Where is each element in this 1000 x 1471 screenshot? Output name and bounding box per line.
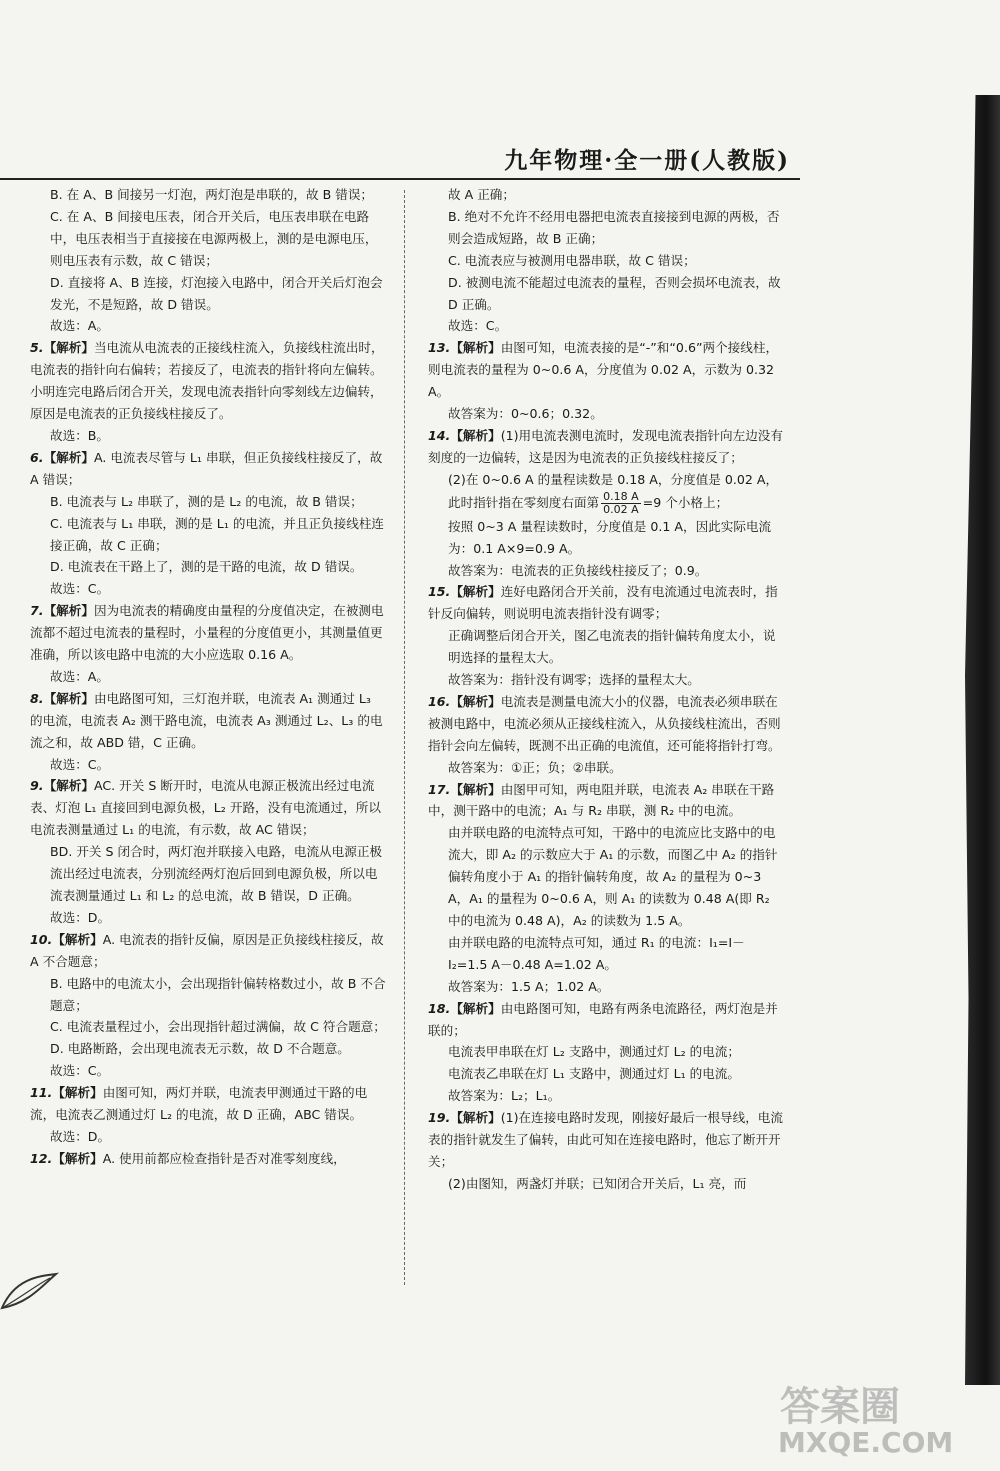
analysis-tag: 【解析】 xyxy=(43,778,94,794)
answer-text: 故答案为：①正；负；②串联。 xyxy=(448,759,622,775)
answer-text: 由电路图可知，电路有两条电流路径，两灯泡是并联的； xyxy=(428,1000,778,1038)
right-column xyxy=(428,184,784,1195)
answer-text: 故选：D。 xyxy=(50,909,111,925)
analysis-tag: 【解析】 xyxy=(450,1110,501,1126)
answer-line xyxy=(30,1148,386,1170)
answer-line xyxy=(30,425,386,447)
answer-line xyxy=(428,315,784,337)
answer-text: 电流表乙串联在灯 L₁ 支路中，测通过灯 L₁ 的电流。 xyxy=(448,1066,741,1082)
answer-text: D. 被测电流不能超过电流表的量程，否则会损坏电流表，故 D 正确。 xyxy=(448,274,781,312)
answer-text: A. 使用前都应检查指针是否对准零刻度线， xyxy=(102,1150,346,1166)
answer-text: C. 电流表与 L₁ 串联，测的是 L₁ 的电流，并且正负接线柱连接正确，故 C 正确； xyxy=(50,515,385,553)
answer-line xyxy=(428,184,784,206)
analysis-tag: 【解析】 xyxy=(450,340,501,356)
question-number: 5. xyxy=(30,340,44,356)
answer-text: B. 绝对不允许不经用电器把电流表直接接到电源的两极，否则会造成短路，故 B 正确； xyxy=(448,208,780,246)
header-rule xyxy=(0,178,800,180)
answer-text: 故选：A。 xyxy=(50,668,109,684)
analysis-tag: 【解析】 xyxy=(43,449,94,465)
analysis-tag: 【解析】 xyxy=(43,603,94,619)
question-number: 16. xyxy=(428,693,451,709)
answer-text: 故选：C。 xyxy=(50,581,110,597)
analysis-tag: 【解析】 xyxy=(52,1150,103,1166)
answer-line xyxy=(428,206,784,250)
answer-text: (1)用电流表测电流时，发现电流表指针向左边没有刻度的一边偏转，这是因为电流表的正负接线柱接反了； xyxy=(428,427,783,465)
answer-text: 故答案为：指针没有调零；选择的量程太大。 xyxy=(448,672,700,688)
answer-line xyxy=(30,513,386,557)
answer-text: C. 电流表量程过小，会出现指针超过满偏，故 C 符合题意； xyxy=(50,1019,386,1035)
answer-text: D. 电流表在干路上了，测的是干路的电流，故 D 错误。 xyxy=(50,559,363,575)
answer-text: 因为电流表的精确度由量程的分度值决定，在被测电流都不超过电流表的量程时，小量程的分度值更小，其测量值更准确，所以该电路中电流的大小应选取 0.16 A。 xyxy=(30,603,384,663)
answer-text: 故选：A。 xyxy=(50,318,109,334)
answer-text: 由图可知，电流表接的是“-”和“0.6”两个接线柱，则电流表的量程为 0~0.6 A，分度值为 0.02 A，示数为 0.32 A。 xyxy=(428,340,779,400)
watermark-url: MXQE.COM xyxy=(778,1426,954,1459)
watermark-logo: 答案圈 xyxy=(780,1384,900,1430)
answer-text: 电流表是测量电流大小的仪器，电流表必须串联在被测电路中，电流必须从正接线柱流入，从负接线柱流出，否则指针会向左偏转，既测不出正确的电流值，还可能将指针打弯。 xyxy=(428,693,781,753)
answer-line xyxy=(428,469,784,516)
answer-text: A. 电流表的指针反偏，原因是正负接线柱接反，故 A 不合题意； xyxy=(30,931,384,969)
answer-line xyxy=(30,973,386,1017)
answer-text: 故选：D。 xyxy=(50,1128,111,1144)
answer-line xyxy=(30,907,386,929)
answer-line xyxy=(30,337,386,425)
question-number: 11. xyxy=(30,1085,53,1101)
answer-text: 故答案为：0~0.6；0.32。 xyxy=(448,406,603,422)
answer-text: (2)在 0~0.6 A 的量程读数是 0.18 A，分度值是 0.02 A，此时指针指在零刻度右面第 xyxy=(448,471,779,510)
answer-text: A. 电流表尽管与 L₁ 串联，但正负接线柱接反了，故 A 错误； xyxy=(30,449,383,487)
answer-text: 故选：C。 xyxy=(448,318,508,334)
answer-text: D. 电路断路，会出现电流表无示数，故 D 不合题意。 xyxy=(50,1041,350,1057)
answer-text: C. 在 A、B 间接电压表，闭合开关后，电压表串联在电路中，电压表相当于直接接在电源两极上，测的是电源电压，则电压表有示数，故 C 错误； xyxy=(50,208,378,268)
answer-line xyxy=(428,757,784,779)
answer-line xyxy=(30,929,386,973)
answer-text: D. 直接将 A、B 连接，灯泡接入电路中，闭合开关后灯泡会发光，不是短路，故 D 错误。 xyxy=(50,274,383,312)
answer-line xyxy=(428,272,784,316)
question-number: 10. xyxy=(30,931,53,947)
question-number: 13. xyxy=(428,340,451,356)
answer-text: 故答案为：1.5 A；1.02 A。 xyxy=(448,978,610,994)
fraction-denominator: 0.02 A xyxy=(603,502,639,516)
answer-line xyxy=(30,1038,386,1060)
answer-line xyxy=(428,822,784,932)
answer-line xyxy=(30,556,386,578)
analysis-tag: 【解析】 xyxy=(450,1000,501,1016)
answer-text: 由并联电路的电流特点可知，干路中的电流应比支路中的电流大，即 A₂ 的示数应大于 A₁ 的示数，而图乙中 A₂ 的指针偏转角度小于 A₁ 的指针偏转角度，故 A₂ 的量程为 0~3 A，A₁ 的量程为 0~0.6 A，则 A₁ 的读数为 0.48 A(即 R₂ 中的电流为 0.48 A)，A₂ 的读数为 1.5 A。 xyxy=(448,825,778,928)
answer-line xyxy=(428,691,784,757)
analysis-tag: 【解析】 xyxy=(52,1085,103,1101)
answer-text: B. 电路中的电流太小，会出现指针偏转格数过小，故 B 不合题意； xyxy=(50,975,386,1013)
answer-text: 故 A 正确； xyxy=(448,187,515,202)
answer-line xyxy=(428,625,784,669)
answer-line xyxy=(30,1016,386,1038)
answer-line xyxy=(428,516,784,560)
answer-line xyxy=(30,841,386,907)
answer-text: 连好电路闭合开关前，没有电流通过电流表时，指针反向偏转，则说明电流表指针没有调零； xyxy=(428,584,778,622)
answer-line xyxy=(428,976,784,998)
fraction-suffix: =9 个小格上； xyxy=(642,494,729,510)
answer-text: 由图可知，两灯并联，电流表甲测通过干路的电流，电流表乙测通过灯 L₂ 的电流，故 D 正确，ABC 错误。 xyxy=(30,1085,368,1123)
question-number: 7. xyxy=(30,603,44,619)
answer-text: 由图甲可知，两电阻并联，电流表 A₂ 串联在干路中，测干路中的电流；A₁ 与 R₂ 串联，测 R₂ 中的电流。 xyxy=(428,781,775,819)
answer-text: 按照 0~3 A 量程读数时，分度值是 0.1 A，因此实际电流为：0.1 A×9=0.9 A。 xyxy=(448,518,772,556)
answer-line xyxy=(30,315,386,337)
question-number: 18. xyxy=(428,1000,451,1016)
answer-line xyxy=(428,998,784,1042)
answer-text: 正确调整后闭合开关，图乙电流表的指针偏转角度太小，说明选择的量程太大。 xyxy=(448,628,776,666)
answer-line xyxy=(428,403,784,425)
answer-line xyxy=(30,1126,386,1148)
answer-text: 故选：C。 xyxy=(50,1063,110,1079)
answer-text: B. 电流表与 L₂ 串联了，测的是 L₂ 的电流，故 B 错误； xyxy=(50,493,363,509)
fraction xyxy=(601,491,641,516)
answer-line xyxy=(428,425,784,469)
answer-text: 电流表甲串联在灯 L₂ 支路中，测通过灯 L₂ 的电流； xyxy=(448,1044,741,1060)
question-number: 15. xyxy=(428,584,451,600)
answer-text: B. 在 A、B 间接另一灯泡，两灯泡是串联的，故 B 错误； xyxy=(50,187,374,202)
answer-line xyxy=(428,1063,784,1085)
answer-line xyxy=(30,1082,386,1126)
answer-line xyxy=(30,754,386,776)
analysis-tag: 【解析】 xyxy=(43,340,94,356)
answer-line xyxy=(30,578,386,600)
question-number: 12. xyxy=(30,1150,53,1166)
answer-line xyxy=(428,779,784,823)
question-number: 8. xyxy=(30,690,44,706)
answer-line xyxy=(30,184,386,206)
answer-text: 由电路图可知，三灯泡并联，电流表 A₁ 测通过 L₃ 的电流，电流表 A₂ 测干路电流，电流表 A₃ 测通过 L₂、L₃ 的电流之和，故 ABD 错，C 正确。 xyxy=(30,690,383,750)
answer-line xyxy=(30,1060,386,1082)
answer-line xyxy=(428,932,784,976)
answer-line xyxy=(428,1041,784,1063)
answer-line xyxy=(30,600,386,666)
question-number: 14. xyxy=(428,427,451,443)
question-number: 17. xyxy=(428,781,451,797)
answer-line xyxy=(30,206,386,272)
answer-line xyxy=(428,1107,784,1173)
analysis-tag: 【解析】 xyxy=(450,781,501,797)
question-number: 19. xyxy=(428,1110,451,1126)
analysis-tag: 【解析】 xyxy=(450,584,501,600)
answer-text: C. 电流表应与被测用电器串联，故 C 错误； xyxy=(448,252,696,268)
fraction-numerator: 0.18 A xyxy=(603,489,639,503)
answer-text: BD. 开关 S 闭合时，两灯泡并联接入电路，电流从电源正极流出经过电流表，分别流经两灯泡后回到电源负极，所以电流表测量通过 L₁ 和 L₂ 的总电流，故 B 错误，D 正确。 xyxy=(50,844,383,903)
answer-line xyxy=(428,669,784,691)
answer-line xyxy=(30,272,386,316)
answer-text: 当电流从电流表的正接线柱流入，负接线柱流出时，电流表的指针向右偏转；若接反了，电流表的指针将向左偏转。小明连完电路后闭合开关，发现电流表指针向零刻线左边偏转，原因是电流表的正负接线柱接反了。 xyxy=(30,340,384,422)
answer-text: 故答案为：L₂；L₁。 xyxy=(448,1088,561,1104)
answer-line xyxy=(428,337,784,403)
answer-text: (1)在连接电路时发现，刚接好最后一根导线，电流表的指针就发生了偏转，由此可知在连接电路时，他忘了断开开关； xyxy=(428,1110,783,1169)
answer-line xyxy=(428,250,784,272)
question-number: 6. xyxy=(30,449,44,465)
answer-line xyxy=(428,560,784,582)
analysis-tag: 【解析】 xyxy=(43,690,94,706)
answer-text: AC. 开关 S 断开时，电流从电源正极流出经过电流表、灯泡 L₁ 直接回到电源负极，L₂ 开路，没有电流通过，所以电流表测量通过 L₁ 的电流，有示数，故 AC 错误； xyxy=(30,778,381,838)
answer-text: 故选：C。 xyxy=(50,756,110,772)
answer-line xyxy=(428,581,784,625)
answer-line xyxy=(30,447,386,491)
analysis-tag: 【解析】 xyxy=(52,931,103,947)
answer-line xyxy=(30,775,386,841)
answer-line xyxy=(30,666,386,688)
scan-dark-edge xyxy=(965,95,1000,1385)
answer-text: (2)由图知，两盏灯并联；已知闭合开关后，L₁ 亮，而 xyxy=(448,1175,747,1191)
answer-text: 由并联电路的电流特点可知，通过 R₁ 的电流：I₁=I－I₂=1.5 A－0.48 A=1.02 A。 xyxy=(448,934,745,972)
question-number: 9. xyxy=(30,778,44,794)
answer-line xyxy=(30,491,386,513)
answer-text: 故答案为：电流表的正负接线柱接反了；0.9。 xyxy=(448,562,708,578)
analysis-tag: 【解析】 xyxy=(450,693,501,709)
answer-text: 故选：B。 xyxy=(50,427,110,443)
answer-line xyxy=(30,688,386,754)
left-column xyxy=(30,184,386,1170)
page-header-title: 九年物理·全一册(人教版) xyxy=(504,147,790,174)
answer-line xyxy=(428,1085,784,1107)
column-divider xyxy=(404,190,405,1285)
leaf-ornament-icon xyxy=(0,1268,60,1318)
answer-line xyxy=(428,1173,784,1195)
analysis-tag: 【解析】 xyxy=(450,427,501,443)
